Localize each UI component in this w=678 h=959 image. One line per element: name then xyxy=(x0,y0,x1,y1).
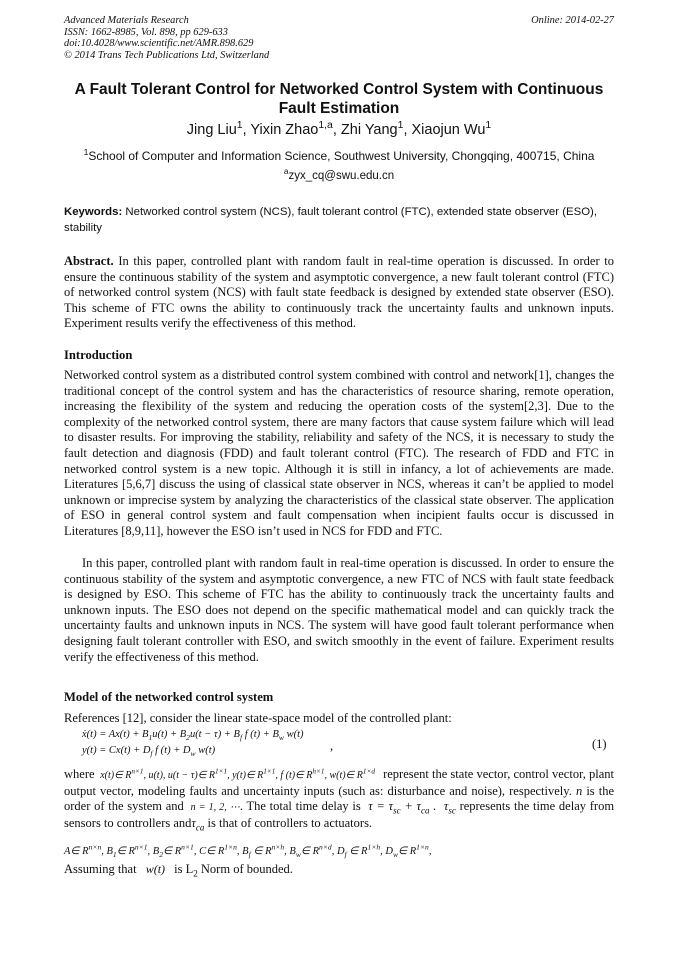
keywords-label: Keywords: xyxy=(64,206,123,218)
journal-name: Advanced Materials Research xyxy=(64,15,189,26)
matrix-dimensions: A∈ $R^{n\times n}$, $B_1\in$ $R^{n\times 1}$, $B_2\in$ $R^{n\times 1}$, C∈ $R^{1\times n}$, $B_f$ ∈ $R^{n\times h}$, $B_w\in$ $R^{n\times d}$, $D_f$ ∈ $R^{1\times h}$, $D_w\in$ $R^{1\times n}$, xyxy=(64,842,432,860)
model-heading: Model of the networked control system xyxy=(64,690,274,704)
journal-header xyxy=(64,15,614,61)
assuming-end: Norm of bounded. xyxy=(200,862,293,876)
email-mark: a xyxy=(283,167,289,177)
abstract-label: Abstract. xyxy=(64,254,114,268)
journal-issn: ISSN: 1662-8985, Vol. 898, pp 629-633 xyxy=(64,26,228,38)
norm-subscript: 2 xyxy=(193,868,198,879)
total-delay: $\tau = \tau_{sc} + \tau_{ca}$ . $\tau_{sc}$ xyxy=(364,799,456,816)
email-address[interactable]: zyx_cq@swu.edu.cn xyxy=(288,170,395,182)
n-symbol: n xyxy=(575,783,583,798)
state-equation: ẋ(t) = $Ax(t) + B_1u(t) + B_2u(t - \tau) + B_f$ f $(t) + B_w$ w(t) xyxy=(82,729,304,743)
introduction-heading: Introduction xyxy=(64,348,133,362)
delay-text: . The total time delay is xyxy=(239,799,361,814)
order-text: is the order of the system and xyxy=(64,783,615,814)
equation-number: (1) xyxy=(592,737,607,751)
abstract-text: In this paper, controlled plant with random fault in real-time operation is discussed. In order to ensure the continuous stability of the system and asymptotic convergence, a new fault tolerant control (FTC) of networked control system (NCS) with fault state feedback is designed by extended state observer (ESO). This scheme of FTC owns the ability to continuously track the uncertainty faults and unknown inputs. Experiment results verify the effectiveness of this method. xyxy=(64,254,615,331)
journal-doi: doi:10.4028/www.scientific.net/AMR.898.629 xyxy=(64,38,254,50)
w-of-t: w(t) xyxy=(139,862,172,876)
model-intro: References [12], consider the linear state-space model of the controlled plant: xyxy=(64,711,452,725)
author-affil-mark: 1 xyxy=(397,120,404,132)
assuming-label: Assuming that xyxy=(64,862,137,876)
online-date: Online: 2014-02-27 xyxy=(531,15,614,26)
keywords-text: Networked control system (NCS), fault tolerant control (FTC), extended state observer (ESO), stability xyxy=(64,206,598,234)
model-where-paragraph xyxy=(64,767,614,831)
affiliation xyxy=(64,149,614,163)
where-label: where xyxy=(64,767,95,781)
email-line xyxy=(64,167,614,182)
abstract-section xyxy=(64,254,614,332)
assumption-line xyxy=(64,862,614,878)
actuator-delay-text: is that of controllers to actuators. xyxy=(207,815,373,830)
affiliation-mark: 1 xyxy=(83,147,89,157)
where-description: represent the state vector, control vector, plant output vector, modeling faults and uncertainty inputs (such as: disturbance and noise), respectively. xyxy=(64,767,614,798)
introduction-paragraph-1: Networked control system as a distributed control system combined with control and network[1], changes the traditional concept of the control system and has the characteristics of resource sharing, remote operation, increasing the flexibility of the system and reducing the operation costs of the system[2,3]. Due to the complexity of the networked control system, there are many factors that cause system failure which will lead to disaster results. For improving the stability, reliability and safety of the NCS, it is necessary to study the fault detection and diagnosis (FDD) and fault tolerant control (FTC). The research of FDD and FTC in networked control system is a new topic. Although it is still in infancy, a lot of achievements are made. Literatures [5,6,7] discuss the using of classical state observer in NCS, whereas it can’t be applied to model unknown or imprecise system by analyzing the characteristics of the classical state observer. The application of ESO in general control system and fault compensation when incipient faults occur is discussed in Literatures [8,9,11], however the ESO isn’t used in NCS for FDD and FTC. xyxy=(64,368,614,538)
author-affil-mark: 1 xyxy=(485,120,492,132)
state-space-equation xyxy=(82,727,303,759)
author-name: Zhi Yang xyxy=(340,122,398,138)
author-name: Xiaojun Wu xyxy=(411,122,486,138)
introduction-paragraph-2: In this paper, controlled plant with random fault in real-time operation is discussed. In order to ensure the continuous stability of the system and asymptotic convergence, a new FTC of NCS with fault state feedback is designed by ESO. This scheme of FTC has the ability to continuously track the uncertainty faults and unknown inputs. The ESO does not depend on the specific mathematical model and can quickly track the uncertainty faults and unknown inputs in NCS. The system will have good fault tolerant performance when designing fault tolerant controller with ESO, and switch smoothly in the event of failure. Experiment results verify the effectiveness of this method. xyxy=(64,556,614,664)
vector-dimensions: x(t)∈ $R^{n\times 1}$, u(t), u(t − τ)∈ $R^{1\times 1}$, y(t)∈ $R^{1\times 1}$, f (t)∈ $R^{h\times 1}$, w(t)∈ $R^{1\times d}$ xyxy=(97,767,375,781)
tau-ca: $\tau_{ca}$ xyxy=(191,815,205,833)
output-equation: $y(t) = Cx(t) + D_f$ f $(t) + D_w$ w(t) xyxy=(82,745,216,759)
equation-comma: , xyxy=(330,739,334,753)
affiliation-text: School of Computer and Information Science, Southwest University, Chongqing, 400715, China xyxy=(88,149,595,163)
author-list: Jing Liu$^1$, Yixin Zhao$^{1,a}$, Zhi Yang$^1$, Xiaojun Wu$^1$ xyxy=(186,120,492,138)
n-range: n = 1, 2, ⋯ xyxy=(187,802,240,814)
author-affil-mark: 1,a xyxy=(318,120,333,132)
paper-title: A Fault Tolerant Control for Networked Control System with Continuous Fault Estimation xyxy=(74,81,604,117)
sensor-delay-text: represents the time delay from sensors to controllers and xyxy=(64,799,615,830)
assuming-tail: is L xyxy=(174,862,194,876)
author-name: Yixin Zhao xyxy=(250,122,319,138)
keywords-section xyxy=(64,205,614,236)
author-name: Jing Liu xyxy=(186,122,237,138)
author-affil-mark: 1 xyxy=(236,120,243,132)
journal-copyright: © 2014 Trans Tech Publications Ltd, Switzerland xyxy=(64,49,270,61)
